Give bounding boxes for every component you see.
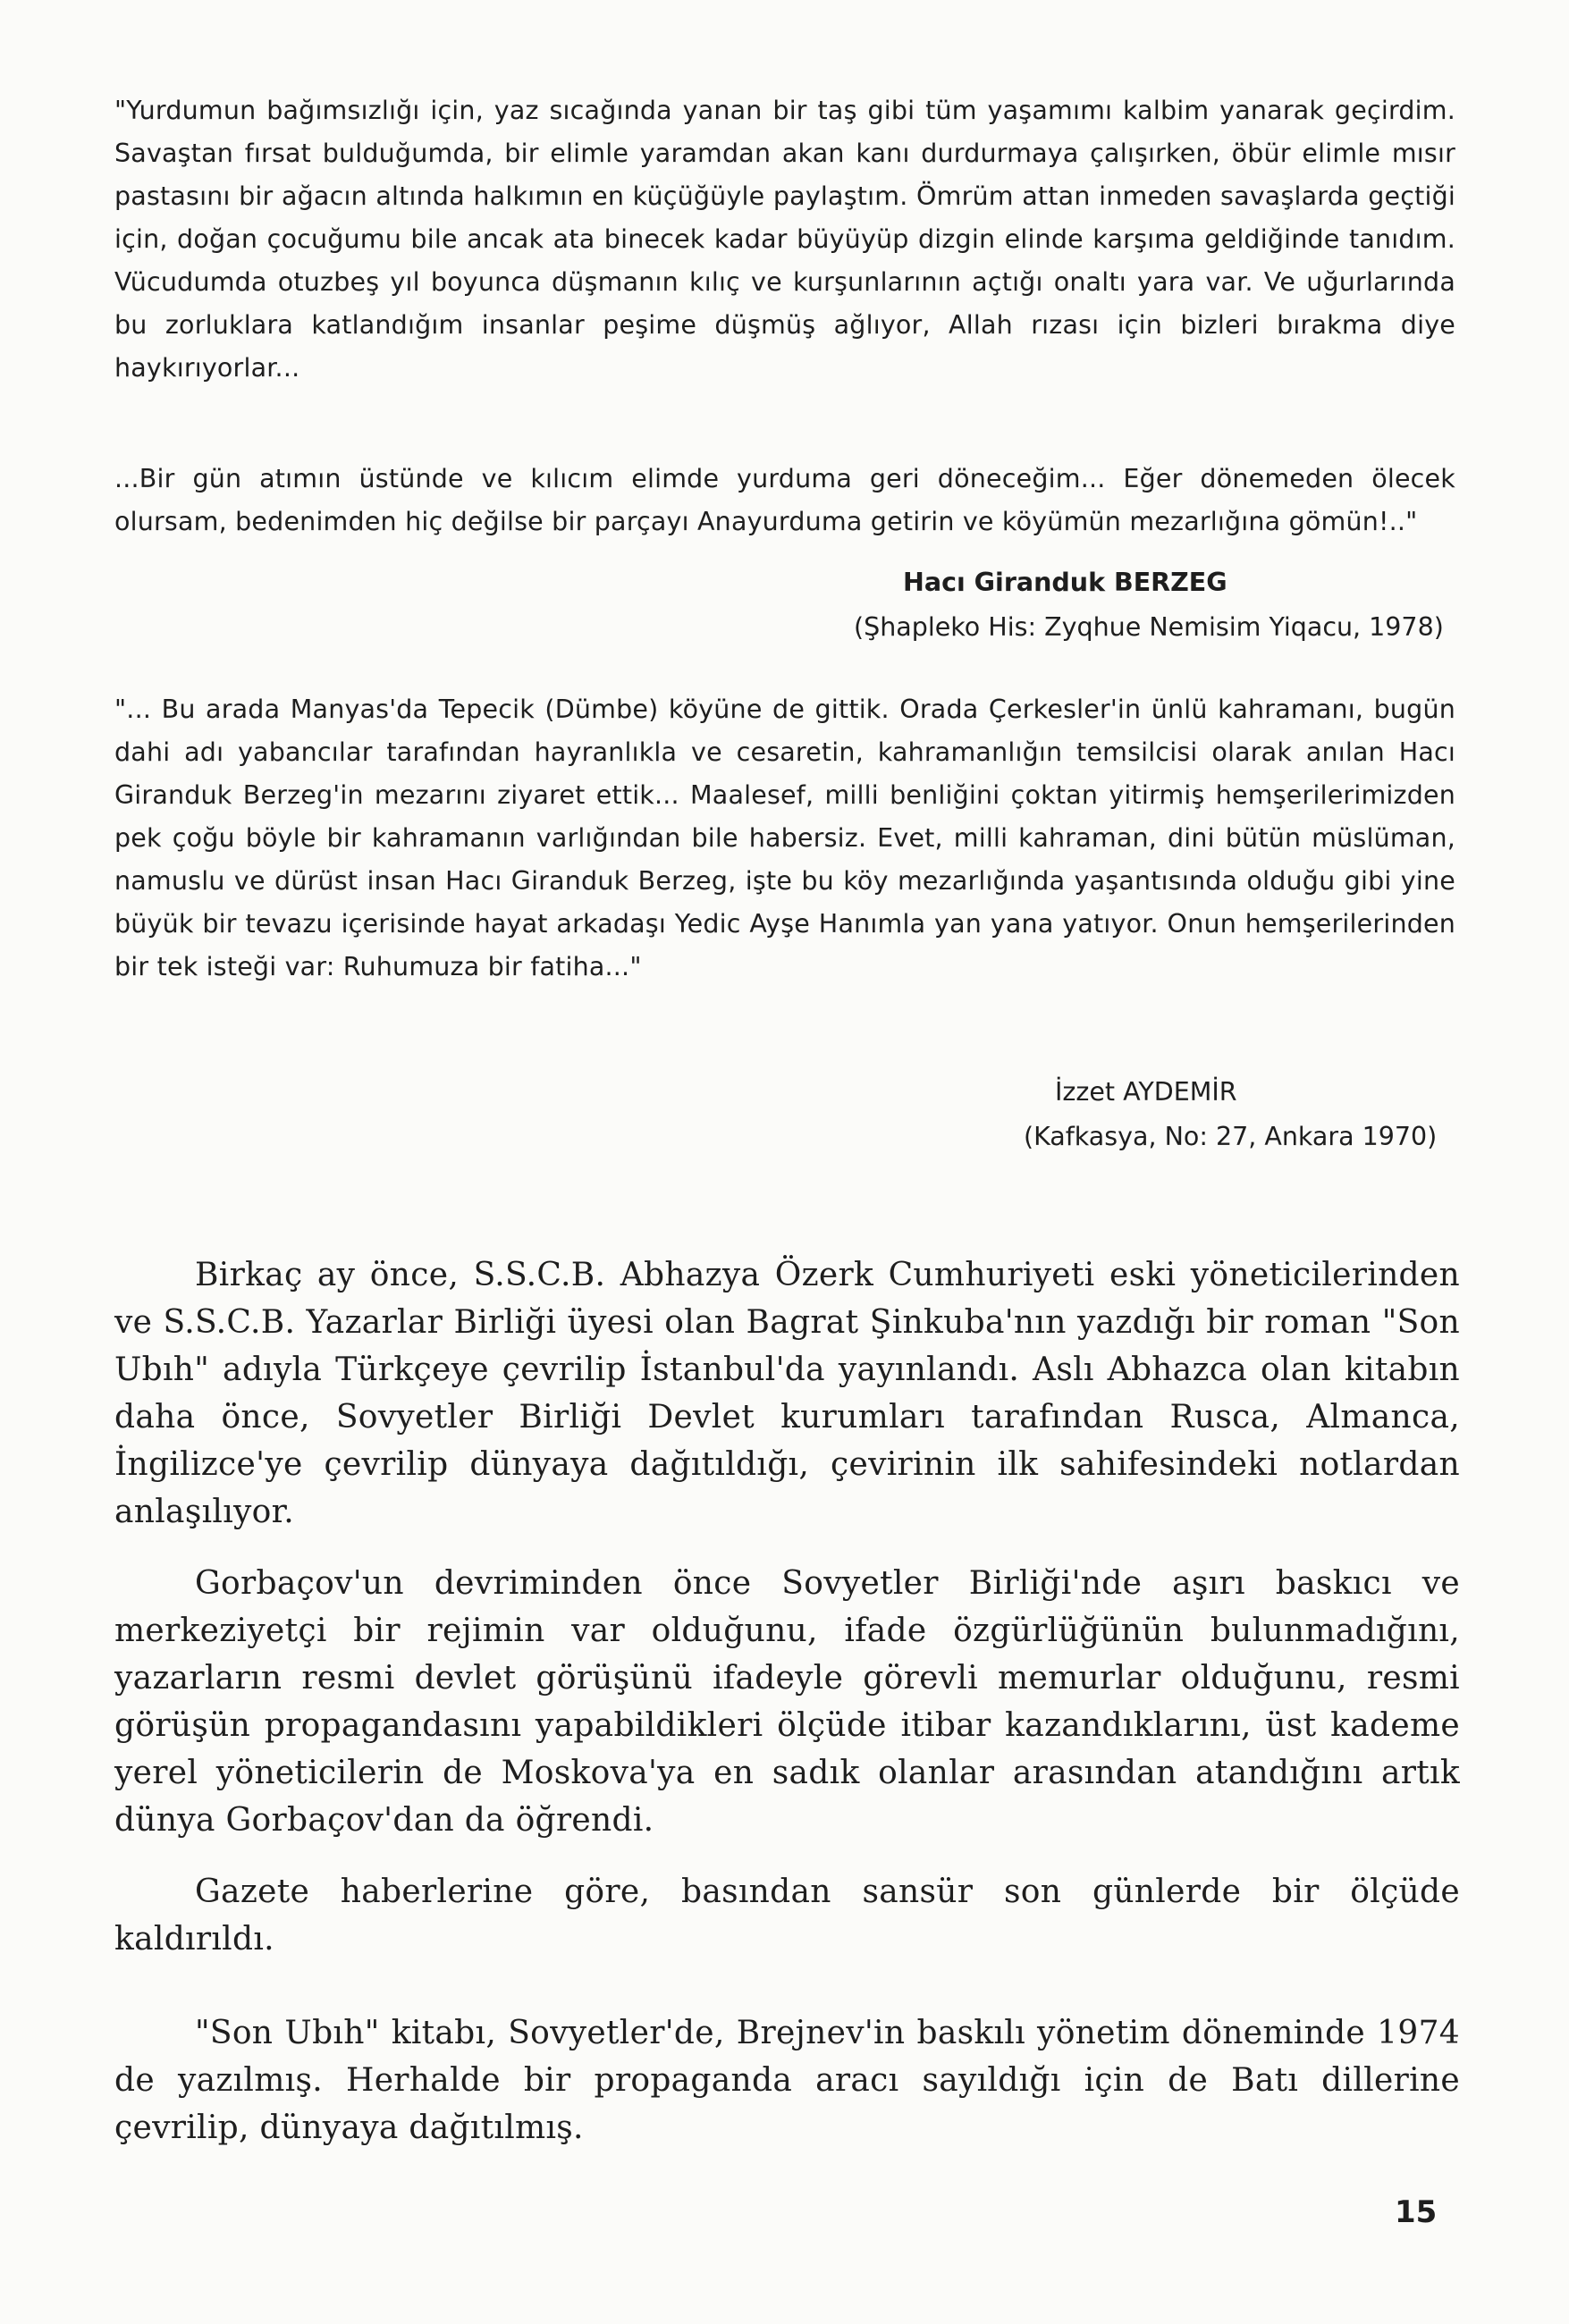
page-number: 15 [1395, 2194, 1438, 2230]
quote-aydemir: "... Bu arada Manyas'da Tepecik (Dümbe) köyüne de gittik. Orada Çerkesler'in ünlü kahramanı, bugün dahi adı yabancılar tarafından hayranlıkla ve cesaretin, kahramanlığın temsilcisi olarak anılan Hacı Giranduk Berzeg'in mezarını ziyaret ettik... Maalesef, milli benliğini çoktan yitirmiş hemşerilerimizden pek çoğu böyle bir kahramanın varlığından bile habersiz. Evet, milli kahraman, dini bütün müslüman, namuslu ve dürüst insan Hacı Giranduk Berzeg, işte bu köy mezarlığında yaşantısında olduğu gibi yine büyük bir tevazu içerisinde hayat arkadaşı Yedic Ayşe Hanımla yan yana yatıyor. Onun hemşerilerinden bir tek isteği var: Ruhumuza bir fatiha..." [114, 695, 1455, 981]
attribution-author-aydemir: İzzet AYDEMİR [1055, 1077, 1237, 1107]
attribution-source-aydemir: (Kafkasya, No: 27, Ankara 1970) [1024, 1122, 1438, 1151]
body-paragraph-1: Birkaç ay önce, S.S.C.B. Abhazya Özerk Cumhuriyeti eski yöneticilerinden ve S.S.C.B. Yazarlar Birliği üyesi olan Bagrat Şinkuba'nın yazdığı bir roman "Son Ubıh" adıyla Türkçeye çevrilip İstanbul'da yayınlandı. Aslı Abhazca olan kitabın daha önce, Sovyetler Birliği Devlet kurumları tarafından Rusca, Almanca, İngilizce'ye çevrilip dünyaya dağıtıldığı, çevirinin ilk sahifesindeki notlardan anlaşılıyor. [114, 1257, 1460, 1530]
body-paragraph-4: "Son Ubıh" kitabı, Sovyetler'de, Brejnev'in baskılı yönetim döneminde 1974 de yazılmış. Herhalde bir propaganda aracı sayıldığı için de Batı dillerine çevrilip, dünyaya dağıtılmış. [114, 2015, 1460, 2146]
quote-berzeg-part1: "Yurdumun bağımsızlığı için, yaz sıcağında yanan bir taş gibi tüm yaşamımı kalbim yanarak geçirdim. Savaştan fırsat bulduğumda, bir elimle yaramdan akan kanı durdurmaya çalışırken, öbür elimle mısır pastasını bir ağacın altında halkımın en küçüğüyle paylaştım. Ömrüm attan inmeden savaşlarda geçtiği için, doğan çocuğumu bile ancak ata binecek kadar büyüyüp dizgin elinde karşıma geldiğinde tanıdım. Vücudumda otuzbeş yıl boyunca düşmanın kılıç ve kurşunlarının açtığı onaltı yara var. Ve uğurlarında bu zorluklara katlandığım insanlar peşime düşmüş ağlıyor, Allah rızası için bizleri bırakma diye haykırıyorlar... [114, 96, 1455, 383]
quote-berzeg-part2: ...Bir gün atımın üstünde ve kılıcım elimde yurduma geri döneceğim... Eğer dönemeden ölecek olursam, bedenimden hiç değilse bir parçayı Anayurduma getirin ve köyümün mezarlığına gömün!.." [114, 464, 1455, 536]
attribution-source-berzeg: (Şhapleko His: Zyqhue Nemisim Yiqacu, 1978) [854, 612, 1444, 642]
body-paragraph-2: Gorbaçov'un devriminden önce Sovyetler Birliği'nde aşırı baskıcı ve merkeziyetçi bir rejimin var olduğunu, ifade özgürlüğünün bulunmadığını, yazarların resmi devlet görüşünü ifadeyle görevli memurlar olduğunu, resmi görüşün propagandasını yapabildikleri ölçüde itibar kazandıklarını, üst kademe yerel yöneticilerin de Moskova'ya en sadık olanlar arasından atandığını artık dünya Gorbaçov'dan da öğrendi. [114, 1565, 1460, 1839]
attribution-author-berzeg: Hacı Giranduk BERZEG [903, 568, 1227, 597]
body-paragraph-3: Gazete haberlerine göre, basından sansür son günlerde bir ölçüde kaldırıldı. [114, 1874, 1460, 1958]
